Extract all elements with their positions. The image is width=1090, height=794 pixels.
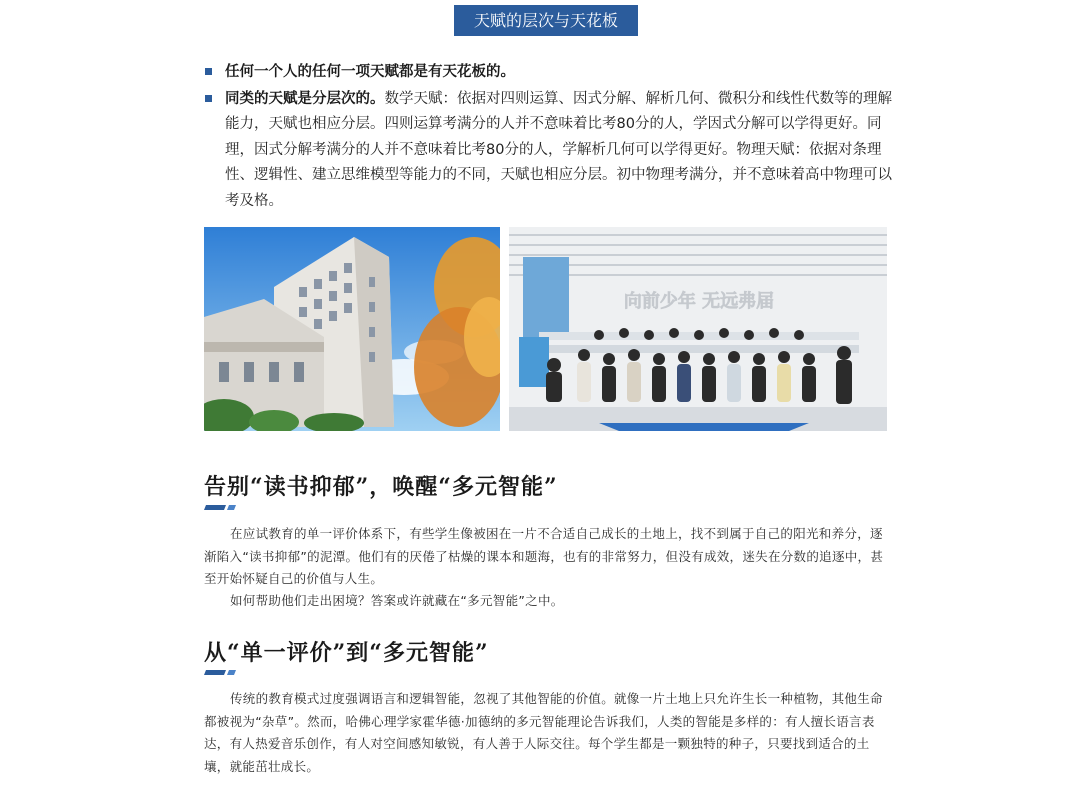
school-building-photo [204,227,500,431]
group-photo [509,227,887,431]
bullet-list [205,59,895,214]
bullet-square-icon [205,68,212,75]
banner-text: 向前少年 无远弗届 [623,291,775,312]
paragraph: 如何帮助他们走出困境？答案或许就藏在“多元智能”之中。 [230,593,564,608]
bullet-square-icon [205,95,212,102]
bullet-lead: 同类的天赋是分层次的。 [225,89,385,107]
section-title: 从“单一评价”到“多元智能” [204,640,489,666]
paragraph: 传统的教育模式过度强调语言和逻辑智能，忽视了其他智能的价值。就像一片土地上只允许生长一种植物，其他生命都被视为“杂草”。然而，哈佛心理学家霍华德·加德纳的多元智能理论告诉我们，人类的智能是多样的：有人擅长语言表达，有人热爱音乐创作，有人对空间感知敏锐，有人善于人际交往。每个学生都是一颗独特的种子，只要找到适合的土壤，就能茁壮成长。 [204,691,883,774]
section-underline-mark [204,670,236,675]
bullet-item [205,59,895,86]
bullet-lead: 任何一个人的任何一项天赋都是有天花板的。 [225,63,515,80]
section-title: 告别“读书抑郁”，唤醒“多元智能” [204,474,558,500]
paragraph: 在应试教育的单一评价体系下，有些学生像被困在一片不合适自己成长的土地上，找不到属于自己的阳光和养分，逐渐陷入“读书抑郁”的泥潭。他们有的厌倦了枯燥的课本和题海，也有的非常努力，但没有成效，迷失在分数的追逐中，甚至开始怀疑自己的价值与人生。 [204,526,884,586]
bullet-text: 数学天赋：依据对四则运算、因式分解、解析几何、微积分和线性代数等的理解能力，天赋也相应分层。四则运算考满分的人并不意味着比考80分的人，学因式分解可以学得更好。同理，因式分解考满分的人并不意味着比考80分的人，学解析几何可以学得更好。物理天赋：依据对条理性、逻辑性、建立思维模型等能力的不同，天赋也相应分层。初中物理考满分，并不意味着高中物理可以考及格。 [225,90,892,209]
page-title-badge: 天赋的层次与天花板 [454,5,638,36]
bullet-item [205,86,895,215]
section-underline-mark [204,505,236,510]
